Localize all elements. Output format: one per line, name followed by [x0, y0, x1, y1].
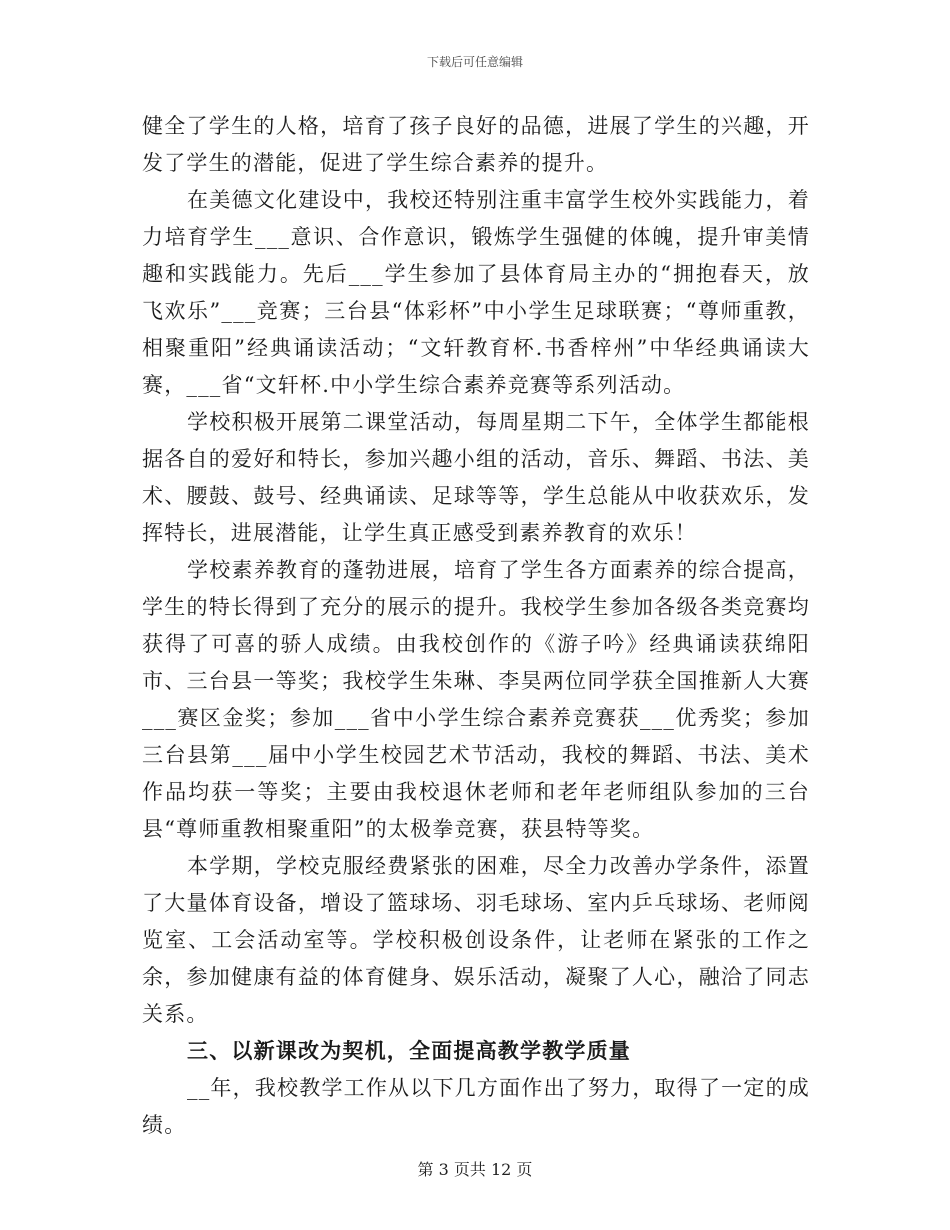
document-body: [142, 108, 810, 1144]
section-heading-3: 三、以新课改为契机，全面提高教学教学质量: [187, 1039, 631, 1063]
paragraph-2: 在美德文化建设中，我校还特别注重丰富学生校外实践能力，着力培育学生___意识、合作意识，锻炼学生强健的体魄，提升审美情趣和实践能力。先后___学生参加了县体育局主办的“拥抱春天，放飞欢乐”___竞赛；三台县“体彩杯”中小学生足球联赛；“尊师重教，相聚重阳”经典诵读活动；“文轩教育杯.书香梓州”中华经典诵读大赛，___省“文轩杯.中小学生综合素养竞赛等系列活动。: [142, 188, 810, 397]
paragraph-6: __年，我校教学工作从以下几方面作出了努力，取得了一定的成绩。: [142, 1076, 810, 1137]
paragraph-5: 本学期，学校克服经费紧张的困难，尽全力改善办学条件，添置了大量体育设备，增设了篮球场、羽毛球场、室内乒乓球场、老师阅览室、工会活动室等。学校积极创设条件，让老师在紧张的工作之余，参加健康有益的体育健身、娱乐活动，凝聚了人心，融洽了同志关系。: [142, 854, 810, 1026]
header-note: 下载后可任意编辑: [426, 55, 523, 69]
paragraph-3: 学校积极开展第二课堂活动，每周星期二下午，全体学生都能根据各自的爱好和特长，参加兴趣小组的活动，音乐、舞蹈、书法、美术、腰鼓、鼓号、经典诵读、足球等等，学生总能从中收获欢乐，发挥特长，进展潜能，让学生真正感受到素养教育的欢乐！: [142, 410, 810, 545]
paragraph-1: 健全了学生的人格，培育了孩子良好的品德，进展了学生的兴趣，开发了学生的潜能，促进了学生综合素养的提升。: [142, 114, 810, 175]
paragraph-4: 学校素养教育的蓬勃进展，培育了学生各方面素养的综合提高，学生的特长得到了充分的展示的提升。我校学生参加各级各类竞赛均获得了可喜的骄人成绩。由我校创作的《游子吟》经典诵读获绵阳市、三台县一等奖；我校学生朱琳、李昊两位同学获全国推新人大赛___赛区金奖；参加___省中小学生综合素养竞赛获___优秀奖；参加三台县第___届中小学生校园艺术节活动，我校的舞蹈、书法、美术作品均获一等奖；主要由我校退休老师和老年老师组队参加的三台县“尊师重教相聚重阳”的太极拳竞赛，获县特等奖。: [142, 558, 810, 841]
page-number: 第 3 页共 12 页: [417, 1160, 533, 1179]
